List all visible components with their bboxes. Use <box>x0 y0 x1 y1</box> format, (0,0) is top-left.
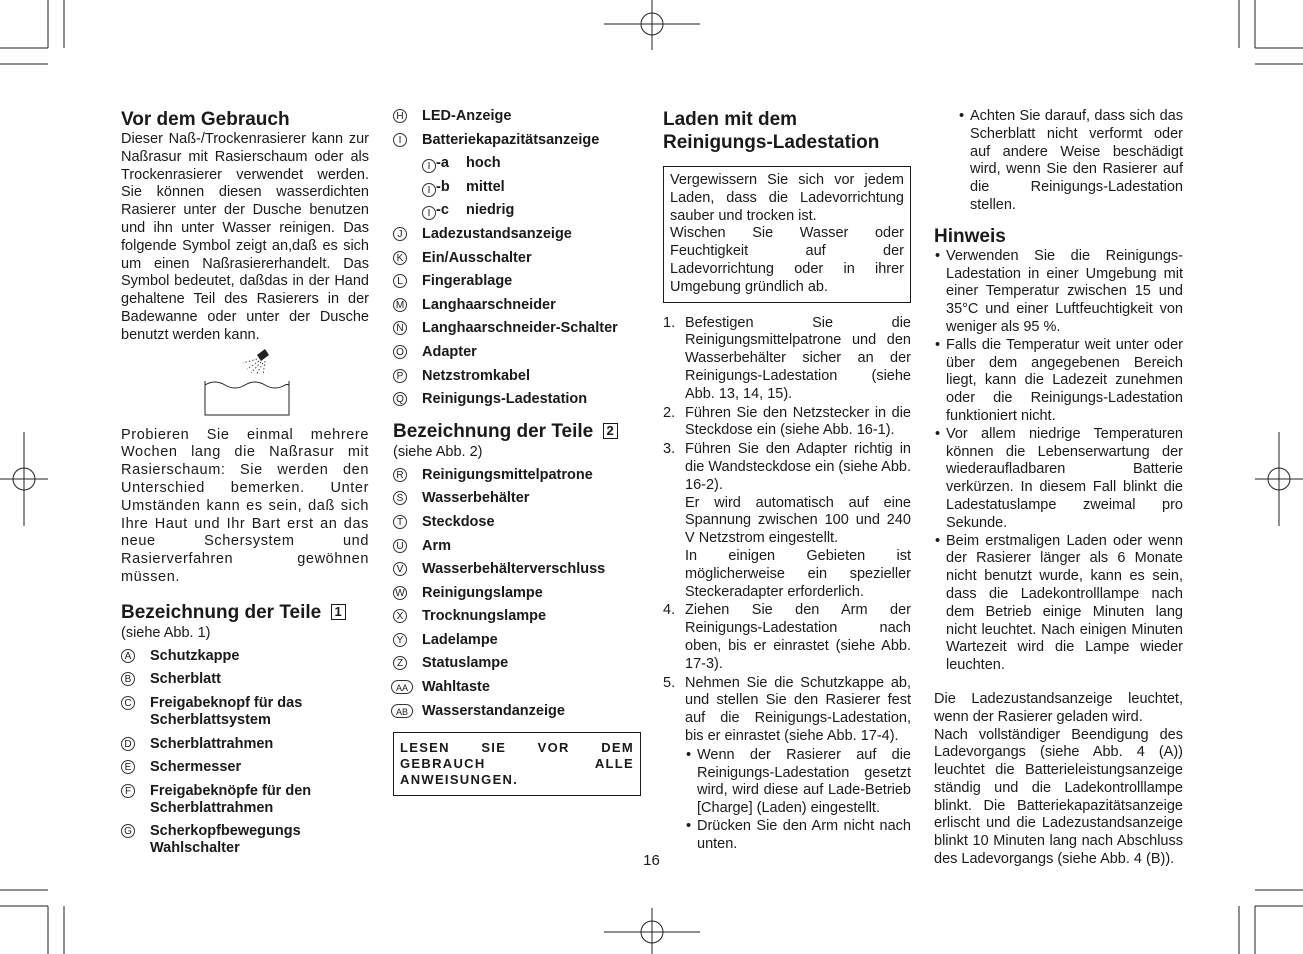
part-label: Trocknungslampe <box>422 608 547 625</box>
part-item <box>393 273 641 290</box>
sub-index <box>422 202 466 219</box>
sub-item <box>393 155 641 172</box>
part-label: Reinigungsmittelpatrone <box>422 466 593 483</box>
column-2 <box>393 108 641 796</box>
part-label: Reinigungs-Ladestation <box>422 391 588 408</box>
part-item <box>121 671 369 688</box>
list-item: • Falls die Temperatur weit unter oder über dem angegebenen Bereich liegt, kann die Ladezeit zunehmen oder die Reinigungs-Ladestation funktioniert nicht. <box>934 337 1183 426</box>
sub-index <box>422 179 466 196</box>
part-marker: S <box>393 491 407 505</box>
part-marker: I <box>422 183 436 197</box>
step-item <box>663 315 911 404</box>
charging-steps <box>663 315 911 746</box>
heading-parts-2: Bezeichnung der Teile 2 <box>393 420 641 443</box>
part-label: LED-Anzeige <box>422 108 512 124</box>
part-item <box>393 226 641 243</box>
part-label: Freigabeknöpfe für den Scherblattrahmen <box>150 782 312 816</box>
part-item <box>393 585 641 602</box>
step-text: Führen Sie den Adapter richtig in die Wandsteckdose ein (siehe Abb. 16-2). <box>685 441 911 493</box>
part-marker: C <box>121 696 135 710</box>
part-label: Wasserstandanzeige <box>422 702 565 719</box>
sub-label: niedrig <box>466 202 515 219</box>
part-marker: A <box>121 649 135 663</box>
sub-suffix: -a <box>436 155 449 172</box>
step-item <box>663 405 911 441</box>
part-marker: AB <box>391 704 413 718</box>
part-marker: Q <box>393 392 407 406</box>
part-marker: U <box>393 539 407 553</box>
part-marker: D <box>121 737 135 751</box>
list-item: • Vor allem niedrige Temperaturen können die Lebenserwartung der wiederaufladbaren Batterie verkürzen. In diesem Fall blinkt die Ladestatuslampe zweimal pro Sekunde. <box>934 426 1183 533</box>
list-item: • Drücken Sie den Arm nicht nach unten. <box>685 818 911 854</box>
part-marker: G <box>121 824 135 838</box>
part-item <box>393 368 641 385</box>
step-text: Ziehen Sie den Arm der Reinigungs-Ladestation nach oben, bis er einrastet (siehe Abb. 17-3). <box>685 602 911 672</box>
part-item <box>393 391 641 408</box>
part-item <box>393 297 641 314</box>
part-item <box>393 632 641 649</box>
precaution-line-2: Wischen Sie Wasser oder Feuchtigkeit auf der Ladevorrichtung oder in ihrer Umgebung gründlich ab. <box>670 225 904 295</box>
part-item <box>121 648 369 665</box>
precaution-line-1: Vergewissern Sie sich vor jedem Laden, dass die Ladevorrichtung sauber und trocken ist. <box>670 172 904 224</box>
registration-target-left <box>0 432 48 526</box>
list-item: • Wenn der Rasierer auf die Reinigungs-Ladestation gesetzt wird, wird diese auf Lade-Betrieb [Charge] (Laden) eingestellt. <box>685 747 911 818</box>
list-item: • Achten Sie darauf, dass sich das Scherblatt nicht verformt oder auf andere Weise beschädigt wird, wenn Sie den Rasierer auf die Reinigungs-Ladestation stellen. <box>958 108 1183 215</box>
status-paragraph-1: Die Ladezustandsanzeige leuchtet, wenn der Rasierer geladen wird. <box>934 690 1183 725</box>
part-item <box>121 759 369 776</box>
part-marker: J <box>393 227 407 241</box>
figure-number-box: 1 <box>331 604 346 620</box>
step-item <box>663 602 911 673</box>
sub-suffix: -b <box>436 178 450 195</box>
part-marker: B <box>121 672 135 686</box>
part-label: Wahltaste <box>422 679 490 696</box>
part-label: Scherblatt <box>150 671 221 688</box>
intro-paragraph: Dieser Naß-/Trockenrasierer kann zur Naßrasur mit Rasierschaum oder als Trockenrasierer verwendet werden. Sie können diesen wasserdichten Rasierer unter der Dusche benutzen und ihn unter Wasser reinigen. Das folgende Symbol zeigt an,daß es sich um einen Naßrasiererhandelt. Das Symbol bedeutet, daßdas in der Hand gehaltene Teil des Rasierers in der Badewanne oder unter der Dusche benutzt werden kann. <box>121 131 369 343</box>
part-item <box>393 608 641 625</box>
charging-bullets <box>685 747 911 854</box>
column-4 <box>934 108 1183 869</box>
part-label: Netzstromkabel <box>422 367 530 384</box>
part-label: Schutzkappe <box>150 647 240 664</box>
step-item <box>663 675 911 746</box>
parts-list-1 <box>121 648 369 858</box>
step-note: In einigen Gebieten ist möglicherweise ein spezieller Steckeradapter erforderlich. <box>685 547 911 600</box>
trial-paragraph: Probieren Sie einmal mehrere Wochen lang die Naßrasur mit Rasierschaum: Sie werden den Unterschied bemerken. Unter Umständen kann es sein, daß sich Ihre Haut und Ihr Bart erst an das neue Schersystem und Rasierverfahren gewöhnen müssen. <box>121 426 369 585</box>
heading-vor-dem-gebrauch: Vor dem Gebrauch <box>121 109 290 130</box>
part-marker: N <box>393 321 407 335</box>
part-label: Scherblattrahmen <box>150 735 274 752</box>
registration-target-top <box>604 0 700 50</box>
part-item <box>393 679 641 696</box>
part-marker: Y <box>393 633 407 647</box>
part-marker: K <box>393 251 407 265</box>
registration-target-right <box>1255 432 1303 526</box>
part-marker: O <box>393 345 407 359</box>
hinweis-bullets <box>934 248 1183 675</box>
part-label: Langhaarschneider-Schalter <box>422 320 618 337</box>
precaution-box <box>663 166 911 303</box>
shower-bath-icon <box>203 349 293 419</box>
list-item: • Beim erstmaligen Laden oder wenn der Rasierer länger als 6 Monate nicht benutzt wurde, kann es sein, dass die Ladekontrolllampe nach dem Betrieb einige Minuten lang nicht leuchtet. Nach einigen Minuten Wartezeit wird die Lampe wieder leuchten. <box>934 533 1183 675</box>
step-item <box>663 441 911 601</box>
heading-hinweis: Hinweis <box>934 225 1006 247</box>
step-text: Führen Sie den Netzstecker in die Steckdose ein (siehe Abb. 16-1). <box>685 404 911 439</box>
sub-label: mittel <box>466 178 505 195</box>
part-label: Schermesser <box>150 759 242 776</box>
heading-parts-1: Bezeichnung der Teile 1 <box>121 601 369 624</box>
part-marker: L <box>393 274 407 288</box>
part-item <box>393 538 641 555</box>
part-marker: F <box>121 784 135 798</box>
part-label: Ladezustandsanzeige <box>422 225 572 242</box>
part-marker: V <box>393 562 407 576</box>
part-item <box>121 736 369 753</box>
part-marker: X <box>393 609 407 623</box>
status-paragraph-2: Nach vollständiger Beendigung des Ladevorgangs (siehe Abb. 4 (A)) leuchtet die Batterieleistungsanzeige ständig und die Ladekontrolllampe blinkt. Die Batteriekapazitätsanzeige erlischt und die Ladezustandsanzeige blinkt 10 Minuten lang nach Abschluss des Ladevorgangs (siehe Abb. 4 (B)). <box>934 726 1183 868</box>
warning-box: LESEN SIE VOR DEM GEBRAUCH ALLE ANWEISUNGEN. <box>393 732 641 796</box>
part-marker: I <box>393 133 407 147</box>
part-label: Langhaarschneider <box>422 296 556 313</box>
part-marker: M <box>393 298 407 312</box>
step-number: 5. <box>663 674 676 691</box>
part-item <box>393 344 641 361</box>
part-item <box>393 320 641 337</box>
heading-parts-1-sub: (siehe Abb. 1) <box>121 624 211 641</box>
heading-parts-2-sub: (siehe Abb. 2) <box>393 443 483 460</box>
part-label: Arm <box>422 537 452 554</box>
column-1 <box>121 108 369 864</box>
part-item <box>121 695 369 729</box>
part-marker: R <box>393 468 407 482</box>
page-number: 16 <box>643 852 660 869</box>
part-label: Steckdose <box>422 513 495 530</box>
step-number: 2. <box>663 404 676 421</box>
registration-target-bottom <box>604 908 700 954</box>
part-item <box>393 655 641 672</box>
parts-list-2c <box>393 467 641 720</box>
step-text: Befestigen Sie die Reinigungsmittelpatrone und den Wasserbehälter sicher an der Reinigungs-Ladestation (siehe Abb. 13, 14, 15). <box>685 314 911 402</box>
battery-sub-list <box>393 155 641 219</box>
wet-shave-symbol <box>121 349 369 421</box>
list-item: • Verwenden Sie die Reinigungs-Ladestation in einer Umgebung mit einer Temperatur zwischen 15 und 35°C und einer Luftfeuchtigkeit von weniger als 95 %. <box>934 248 1183 337</box>
part-item <box>393 490 641 507</box>
figure-number-box: 2 <box>603 423 618 439</box>
part-item <box>393 514 641 531</box>
sub-index <box>422 155 466 172</box>
part-label: Batteriekapazitätsanzeige <box>422 131 600 148</box>
part-item <box>393 132 641 149</box>
part-marker: I <box>422 206 436 220</box>
column-3 <box>663 108 911 853</box>
part-marker: P <box>393 369 407 383</box>
part-label: Adapter <box>422 343 477 360</box>
part-marker: T <box>393 515 407 529</box>
part-item <box>393 108 641 125</box>
part-marker: W <box>393 586 407 600</box>
parts-list-2b <box>393 226 641 408</box>
part-marker: H <box>393 109 407 123</box>
part-label: Freigabeknopf für das Scherblattsystem <box>150 694 303 728</box>
sub-suffix: -c <box>436 202 449 219</box>
part-marker: I <box>422 159 436 173</box>
part-item <box>393 467 641 484</box>
part-item <box>393 250 641 267</box>
part-label: Ein/Ausschalter <box>422 249 532 266</box>
step-note: Er wird automatisch auf eine Spannung zwischen 100 und 240 V Netzstrom eingestellt. <box>685 494 911 547</box>
top-bullet-list <box>958 108 1183 215</box>
part-item <box>121 783 369 817</box>
part-marker: Z <box>393 656 407 670</box>
part-label: Scherkopfbewegungs Wahlschalter <box>150 823 301 857</box>
part-label: Reinigungslampe <box>422 584 543 601</box>
parts-list-2a <box>393 108 641 149</box>
step-text: Nehmen Sie die Schutzkappe ab, und stellen Sie den Rasierer fest auf die Reinigungs-Ladestation, bis er einrastet (siehe Abb. 17-4). <box>685 674 911 744</box>
part-label: Wasserbehälter <box>422 490 530 507</box>
part-marker: E <box>121 760 135 774</box>
part-item <box>393 561 641 578</box>
part-label: Fingerablage <box>422 273 513 290</box>
part-label: Statuslampe <box>422 655 509 672</box>
sub-item <box>393 179 641 196</box>
part-item <box>393 703 641 720</box>
step-number: 4. <box>663 602 676 619</box>
part-marker: AA <box>391 680 413 694</box>
part-label: Wasserbehälterverschluss <box>422 561 606 578</box>
step-number: 1. <box>663 314 676 331</box>
heading-laden: Laden mit dem Reinigungs-Ladestation <box>663 109 880 153</box>
sub-label: hoch <box>466 155 501 172</box>
part-label: Ladelampe <box>422 631 498 648</box>
step-number: 3. <box>663 441 676 458</box>
sub-item <box>393 202 641 219</box>
